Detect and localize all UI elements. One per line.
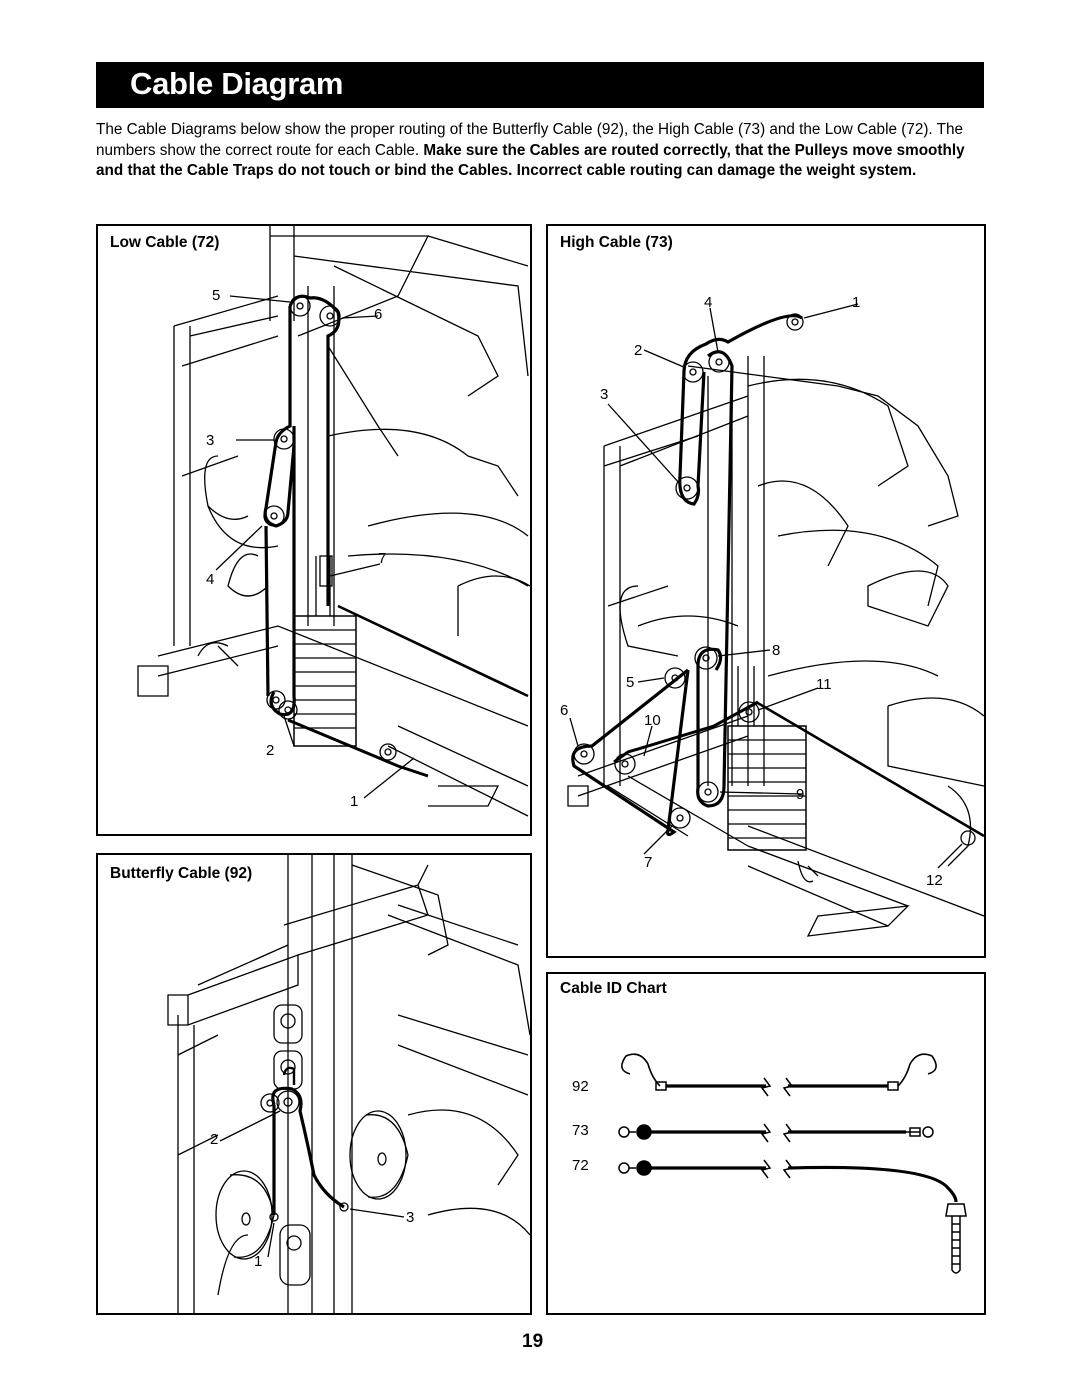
low-cable-callout-3: 3 (206, 432, 215, 449)
title-bar (96, 62, 984, 108)
low-cable-callout-5: 5 (212, 287, 221, 304)
cable-id-chart-panel (546, 972, 986, 1315)
high-cable-panel (546, 224, 986, 958)
low-cable-title: Low Cable (72) (110, 234, 220, 251)
high-cable-callout-4: 4 (704, 294, 713, 311)
butterfly-cable-title: Butterfly Cable (92) (110, 865, 253, 882)
high-cable-illustration (548, 226, 984, 956)
butterfly-cable-callout-1: 1 (254, 1253, 263, 1270)
high-cable-callout-10: 10 (644, 712, 661, 729)
cable-id-chart-title: Cable ID Chart (560, 980, 667, 997)
low-cable-callout-6: 6 (374, 306, 383, 323)
low-cable-callout-7: 7 (378, 550, 387, 567)
butterfly-cable-panel (96, 853, 532, 1315)
high-cable-callout-9: 9 (796, 786, 805, 803)
low-cable-callout-4: 4 (206, 571, 215, 588)
high-cable-callout-11: 11 (816, 676, 832, 693)
high-cable-callout-12: 12 (926, 872, 943, 889)
cable-id-72: 72 (572, 1157, 589, 1174)
high-cable-callout-1: 1 (852, 294, 861, 311)
page-title: Cable Diagram (130, 66, 344, 101)
butterfly-cable-illustration (98, 855, 530, 1313)
intro-warning-text: Make sure the Cables are routed correctly, that the Pulleys move smoothly and that the Cable Traps do not touch or bind the Cables. Incorrect cable routing can damage the weight system. (96, 141, 965, 179)
high-cable-title: High Cable (73) (560, 234, 673, 251)
low-cable-callout-1: 1 (350, 793, 359, 810)
low-cable-panel (96, 224, 532, 836)
butterfly-cable-callout-3: 3 (406, 1209, 415, 1226)
butterfly-cable-callout-2: 2 (210, 1131, 219, 1148)
cable-id-73: 73 (572, 1122, 589, 1139)
high-cable-callout-2: 2 (634, 342, 643, 359)
high-cable-callout-5: 5 (626, 674, 635, 691)
high-cable-callout-6: 6 (560, 702, 569, 719)
low-cable-callout-2: 2 (266, 742, 275, 759)
high-cable-callout-7: 7 (644, 854, 653, 871)
intro-paragraph (96, 120, 988, 182)
high-cable-callout-3: 3 (600, 386, 609, 403)
intro-normal-text: The Cable Diagrams below show the proper routing of the Butterfly Cable (92), the High Cable (73) and the Low Cable (72). The numbers show the correct route for each Cable. (96, 121, 964, 159)
cable-id-chart-illustration (548, 974, 984, 1313)
cable-id-92: 92 (572, 1078, 589, 1095)
low-cable-illustration (98, 226, 530, 834)
page-number: 19 (522, 1331, 544, 1352)
high-cable-callout-8: 8 (772, 642, 781, 659)
